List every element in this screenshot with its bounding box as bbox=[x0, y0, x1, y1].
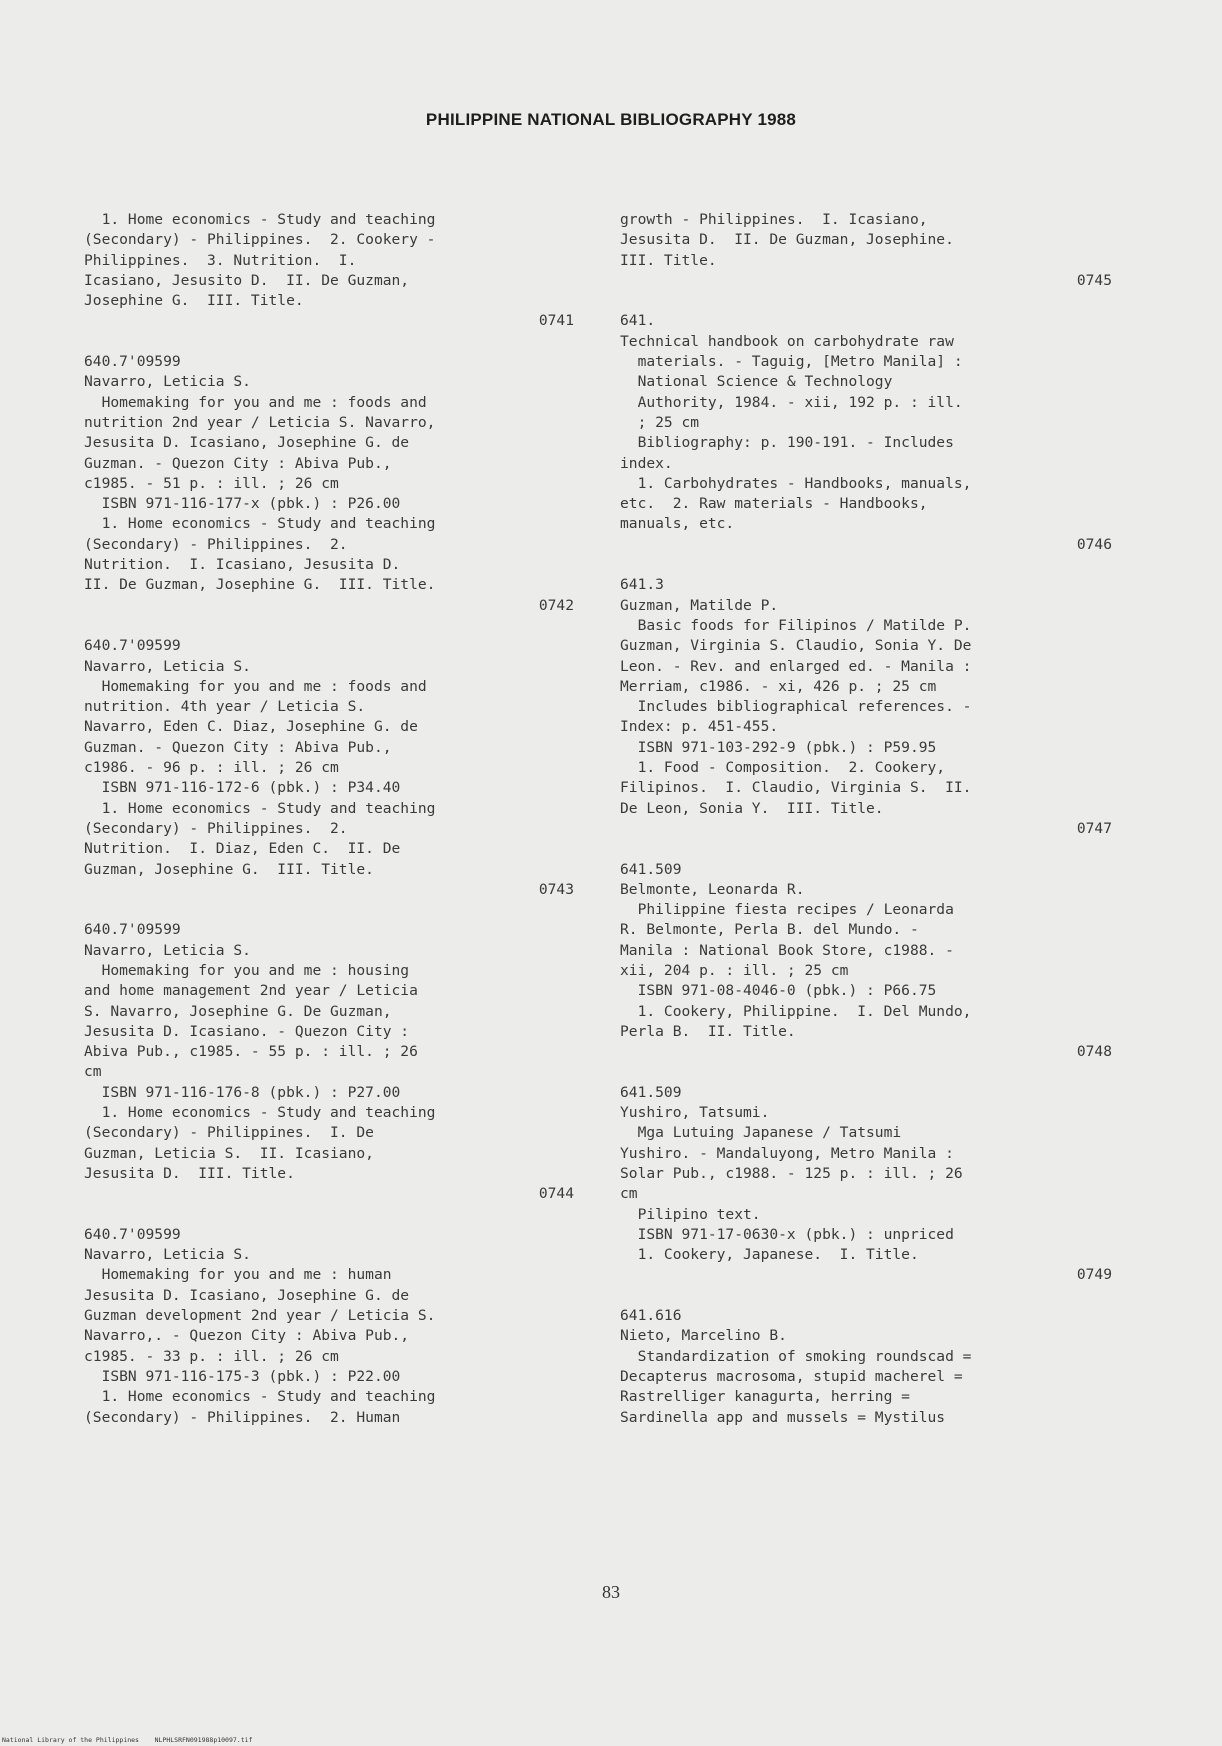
entry-line: Jesusita D. III. Title. bbox=[84, 1164, 295, 1182]
entry-number: 0746 bbox=[1076, 535, 1112, 553]
entry-line: Guzman, Josephine G. III. Title. bbox=[84, 860, 374, 878]
entry-line: 641.3 bbox=[620, 576, 664, 594]
entry-line: Manila : National Book Store, c1988. - bbox=[620, 941, 954, 959]
entry-line: Nutrition. I. Diaz, Eden C. II. De bbox=[84, 840, 401, 858]
page-number: 83 bbox=[602, 1582, 620, 1602]
entry-line: Jesusita D. II. De Guzman, Josephine. bbox=[620, 231, 954, 249]
entry-line: 1. Home economics - Study and teaching bbox=[84, 1388, 436, 1406]
entry-line: Icasiano, Jesusito D. II. De Guzman, bbox=[84, 271, 410, 289]
entry-line: Basic foods for Filipinos / Matilde P. bbox=[620, 616, 972, 634]
entry-line: ISBN 971-116-175-3 (pbk.) : P22.00 bbox=[84, 1367, 401, 1385]
entry-line: Navarro, Leticia S. bbox=[84, 941, 251, 959]
entry-line: Homemaking for you and me : foods and bbox=[84, 677, 427, 695]
entry-spacer bbox=[84, 332, 574, 352]
entry-line: Standardization of smoking roundscad = bbox=[620, 1347, 972, 1365]
bibliography-entry bbox=[620, 1083, 1112, 1306]
entry-line: (Secondary) - Philippines. 2. bbox=[84, 819, 348, 837]
bibliography-entry bbox=[620, 311, 1112, 575]
entry-line: R. Belmonte, Perla B. del Mundo. - bbox=[620, 921, 919, 939]
entry-line: Sardinella app and mussels = Mystilus bbox=[620, 1408, 946, 1426]
entry-number: 0744 bbox=[538, 1185, 574, 1203]
entry-line: nutrition 2nd year / Leticia S. Navarro, bbox=[84, 413, 436, 431]
entry-line: Jesusita D. Icasiano, Josephine G. de bbox=[84, 434, 410, 452]
bibliography-entry bbox=[84, 1225, 574, 1428]
entry-line: c1986. - 96 p. : ill. ; 26 cm bbox=[84, 759, 339, 777]
entry-line: Guzman development 2nd year / Leticia S. bbox=[84, 1307, 436, 1325]
entry-line: (Secondary) - Philippines. 2. bbox=[84, 535, 348, 553]
entry-line: ISBN 971-116-176-8 (pbk.) : P27.00 bbox=[84, 1083, 401, 1101]
entry-line: 640.7'09599 bbox=[84, 1225, 181, 1243]
entry-number: 0742 bbox=[538, 596, 574, 614]
entry-line: (Secondary) - Philippines. 2. Cookery - bbox=[84, 231, 436, 249]
entry-line: Abiva Pub., c1985. - 55 p. : ill. ; 26 bbox=[84, 1043, 418, 1061]
entry-line: National Science & Technology bbox=[620, 373, 893, 391]
page-title: PHILIPPINE NATIONAL BIBLIOGRAPHY 1988 bbox=[425, 110, 797, 129]
entry-spacer bbox=[620, 1062, 1112, 1082]
entry-line: 1. Home economics - Study and teaching bbox=[84, 799, 436, 817]
entry-line: c1985. - 33 p. : ill. ; 26 cm bbox=[84, 1347, 339, 1365]
entry-spacer bbox=[620, 839, 1112, 859]
entry-spacer bbox=[84, 1205, 574, 1225]
scan-footer: National Library of the Philippines NLPHLSRFN091988p10097.tif bbox=[2, 1736, 253, 1744]
entry-line: Jesusita D. Icasiano. - Quezon City : bbox=[84, 1022, 410, 1040]
bibliography-entry bbox=[84, 210, 574, 352]
entry-line: Merriam, c1986. - xi, 426 p. ; 25 cm bbox=[620, 677, 937, 695]
entry-number: 0743 bbox=[538, 880, 574, 898]
entry-line: Homemaking for you and me : foods and bbox=[84, 393, 427, 411]
entry-line: 640.7'09599 bbox=[84, 353, 181, 371]
entry-line: (Secondary) - Philippines. I. De bbox=[84, 1124, 374, 1142]
entry-line: Philippine fiesta recipes / Leonarda bbox=[620, 901, 954, 919]
entry-line: ISBN 971-116-172-6 (pbk.) : P34.40 bbox=[84, 779, 401, 797]
entry-line: De Leon, Sonia Y. III. Title. bbox=[620, 799, 884, 817]
entry-line: growth - Philippines. I. Icasiano, bbox=[620, 211, 928, 228]
entry-line: Pilipino text. bbox=[620, 1205, 761, 1223]
entry-line: Yushiro, Tatsumi. bbox=[620, 1104, 770, 1122]
entry-line: Navarro, Leticia S. bbox=[84, 657, 251, 675]
entry-line: Yushiro. - Mandaluyong, Metro Manila : bbox=[620, 1144, 954, 1162]
left-column bbox=[84, 210, 574, 1428]
entry-line: manuals, etc. bbox=[620, 515, 735, 533]
entry-line: Philippines. 3. Nutrition. I. bbox=[84, 251, 357, 269]
entry-line: Perla B. II. Title. bbox=[620, 1022, 796, 1040]
entry-line: 1. Home economics - Study and teaching bbox=[84, 211, 436, 228]
entry-line: Technical handbook on carbohydrate raw bbox=[620, 332, 954, 350]
entry-line: cm bbox=[84, 1063, 102, 1081]
entry-line: cm bbox=[620, 1185, 638, 1203]
entry-line: 1. Food - Composition. 2. Cookery, bbox=[620, 759, 946, 777]
entry-line: 640.7'09599 bbox=[84, 637, 181, 655]
entry-line: 1. Home economics - Study and teaching bbox=[84, 515, 436, 533]
entry-line: nutrition. 4th year / Leticia S. bbox=[84, 698, 366, 716]
entry-spacer bbox=[620, 291, 1112, 311]
entry-number: 0748 bbox=[1076, 1043, 1112, 1061]
entry-line: Decapterus macrosoma, stupid macherel = bbox=[620, 1367, 963, 1385]
entry-line: ISBN 971-17-0630-x (pbk.) : unpriced bbox=[620, 1225, 954, 1243]
right-column bbox=[620, 210, 1112, 1428]
entry-line: II. De Guzman, Josephine G. III. Title. bbox=[84, 576, 436, 594]
entry-line: c1985. - 51 p. : ill. ; 26 cm bbox=[84, 474, 339, 492]
entry-line: 1. Cookery, Japanese. I. Title. bbox=[620, 1246, 919, 1264]
entry-line: 1. Carbohydrates - Handbooks, manuals, bbox=[620, 474, 972, 492]
entry-line: 640.7'09599 bbox=[84, 921, 181, 939]
entry-line: xii, 204 p. : ill. ; 25 cm bbox=[620, 961, 849, 979]
entry-line: Includes bibliographical references. - bbox=[620, 698, 972, 716]
entry-line: Bibliography: p. 190-191. - Includes bbox=[620, 434, 954, 452]
entry-line: Homemaking for you and me : human bbox=[84, 1266, 392, 1284]
entry-spacer bbox=[84, 900, 574, 920]
entry-line: 641. bbox=[620, 312, 656, 330]
bibliography-entry bbox=[84, 920, 574, 1224]
bibliography-entry bbox=[84, 352, 574, 636]
entry-line: (Secondary) - Philippines. 2. Human bbox=[84, 1408, 401, 1426]
entry-spacer bbox=[620, 555, 1112, 575]
entry-line: Navarro, Eden C. Diaz, Josephine G. de bbox=[84, 718, 418, 736]
entry-line: Filipinos. I. Claudio, Virginia S. II. bbox=[620, 779, 972, 797]
bibliography-entry bbox=[620, 210, 1112, 311]
entry-line: S. Navarro, Josephine G. De Guzman, bbox=[84, 1002, 392, 1020]
entry-line: 1. Home economics - Study and teaching bbox=[84, 1104, 436, 1122]
entry-line: Rastrelliger kanagurta, herring = bbox=[620, 1388, 910, 1406]
entry-line: Mga Lutuing Japanese / Tatsumi bbox=[620, 1124, 902, 1142]
entry-line: ISBN 971-103-292-9 (pbk.) : P59.95 bbox=[620, 738, 937, 756]
entry-line: ISBN 971-116-177-x (pbk.) : P26.00 bbox=[84, 495, 401, 513]
entry-line: and home management 2nd year / Leticia bbox=[84, 982, 418, 1000]
bibliography-entry bbox=[620, 575, 1112, 859]
entry-line: Leon. - Rev. and enlarged ed. - Manila : bbox=[620, 657, 972, 675]
entry-line: ; 25 cm bbox=[620, 413, 700, 431]
entry-line: III. Title. bbox=[620, 251, 717, 269]
entry-number: 0747 bbox=[1076, 819, 1112, 837]
entry-line: Guzman. - Quezon City : Abiva Pub., bbox=[84, 738, 392, 756]
entry-line: ISBN 971-08-4046-0 (pbk.) : P66.75 bbox=[620, 982, 937, 1000]
bibliography-entry bbox=[620, 860, 1112, 1083]
entry-line: Guzman, Matilde P. bbox=[620, 596, 779, 614]
entry-line: 641.616 bbox=[620, 1307, 682, 1325]
entry-line: Nutrition. I. Icasiano, Jesusita D. bbox=[84, 556, 401, 574]
entry-line: Navarro,. - Quezon City : Abiva Pub., bbox=[84, 1327, 410, 1345]
entry-line: materials. - Taguig, [Metro Manila] : bbox=[620, 353, 963, 371]
entry-spacer bbox=[84, 616, 574, 636]
entry-line: index. bbox=[620, 454, 673, 472]
entry-line: etc. 2. Raw materials - Handbooks, bbox=[620, 495, 928, 513]
entry-number: 0745 bbox=[1076, 271, 1112, 289]
entry-number: 0749 bbox=[1076, 1266, 1112, 1284]
entry-line: Belmonte, Leonarda R. bbox=[620, 880, 805, 898]
entry-line: Solar Pub., c1988. - 125 p. : ill. ; 26 bbox=[620, 1164, 963, 1182]
entry-line: Index: p. 451-455. bbox=[620, 718, 779, 736]
entry-line: Navarro, Leticia S. bbox=[84, 373, 251, 391]
entry-line: 1. Cookery, Philippine. I. Del Mundo, bbox=[620, 1002, 972, 1020]
entry-line: Guzman. - Quezon City : Abiva Pub., bbox=[84, 454, 392, 472]
entry-number: 0741 bbox=[538, 312, 574, 330]
entry-line: 641.509 bbox=[620, 860, 682, 878]
bibliography-entry bbox=[84, 636, 574, 920]
entry-line: 641.509 bbox=[620, 1083, 682, 1101]
entry-line: Authority, 1984. - xii, 192 p. : ill. bbox=[620, 393, 963, 411]
entry-line: Josephine G. III. Title. bbox=[84, 292, 304, 310]
entry-line: Nieto, Marcelino B. bbox=[620, 1327, 787, 1345]
entry-line: Guzman, Virginia S. Claudio, Sonia Y. De bbox=[620, 637, 972, 655]
bibliography-entry bbox=[620, 1306, 1112, 1428]
entry-line: Homemaking for you and me : housing bbox=[84, 961, 410, 979]
entry-line: Navarro, Leticia S. bbox=[84, 1246, 251, 1264]
entry-line: Jesusita D. Icasiano, Josephine G. de bbox=[84, 1286, 410, 1304]
entry-line: Guzman, Leticia S. II. Icasiano, bbox=[84, 1144, 374, 1162]
entry-spacer bbox=[620, 1286, 1112, 1306]
